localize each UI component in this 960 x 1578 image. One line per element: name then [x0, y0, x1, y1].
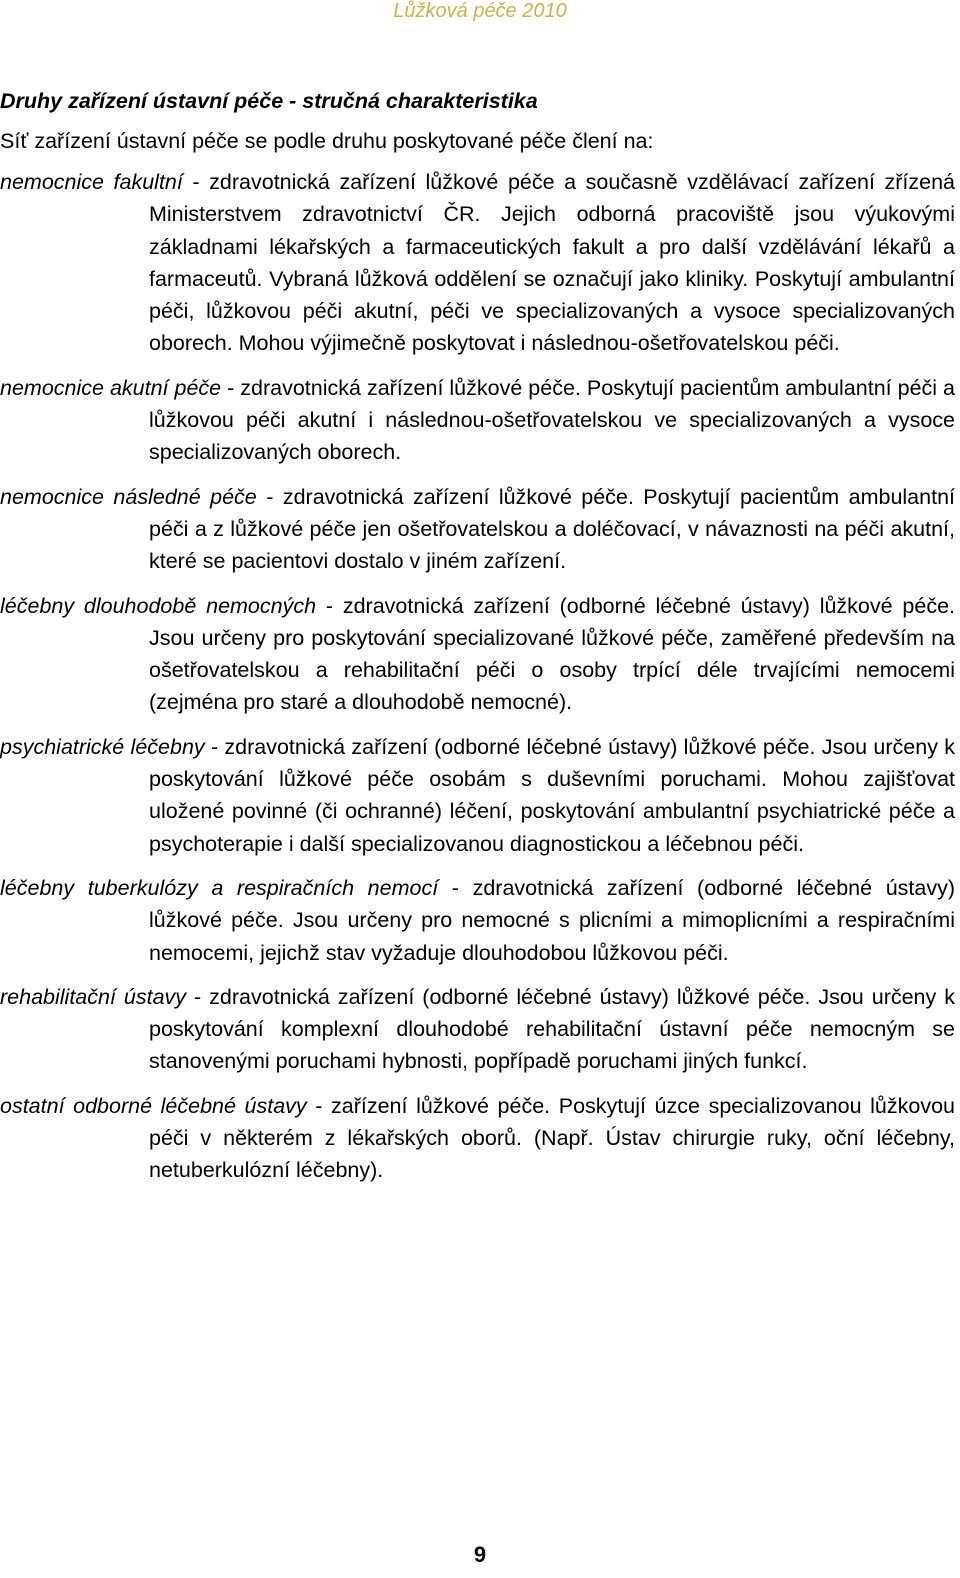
facility-entry-ostatni — [0, 1090, 955, 1187]
facility-term: nemocnice následné péče — [0, 484, 257, 509]
running-header: Lůžková péče 2010 — [393, 0, 567, 22]
page-number: 9 — [473, 1542, 487, 1567]
facility-term: léčebny tuberkulózy a respiračních nemocí — [0, 875, 439, 900]
facility-term: psychiatrické léčebny — [0, 734, 205, 759]
facility-description: - zdravotnická zařízení lůžkové péče a současně vzdělávací zařízení zřízená Ministerstvem zdravotnictví ČR. Jejich odborná pracoviště jsou výukovými základnami lékařských a farmaceutických fakult a pro další vzdělávání lékařů a farmaceutů. Vybraná lůžková oddělení se označují jako kliniky. Poskytují ambulantní péči, lůžkovou péči akutní, péči ve specializovaných a vysoce specializovaných oborech. Mohou výjimečně poskytovat i následnou-ošetřovatelskou péči. — [149, 170, 955, 356]
facility-entry-rehabilitacni — [0, 981, 955, 1078]
facility-entry-ldn — [0, 590, 955, 719]
facility-term: nemocnice akutní péče — [0, 375, 222, 400]
facility-entry-psychiatricke — [0, 731, 955, 860]
facility-term: nemocnice fakultní — [0, 170, 183, 194]
facility-entry-fakultni — [0, 166, 955, 360]
facility-description: - zdravotnická zařízení (odborné léčebné ústavy) lůžkové péče. Jsou určeny pro poskytování specializované lůžkové péče, zaměřené především na ošetřovatelskou a rehabilitační péči o osoby trpící déle trvajícími nemocemi (zejména pro staré a dlouhodobě nemocné). — [149, 593, 956, 715]
facility-term: léčebny dlouhodobě nemocných — [0, 593, 317, 618]
facility-term: ostatní odborné léčebné ústavy — [0, 1093, 307, 1118]
section-intro: Síť zařízení ústavní péče se podle druhu poskytované péče člení na: — [0, 129, 654, 153]
facility-description: - zdravotnická zařízení (odborné léčebné ústavy) lůžkové péče. Jsou určeny k poskytování komplexní dlouhodobé rehabilitační ústavní péče nemocným se stanovenými poruchami hybnosti, popřípadě poruchami jiných funkcí. — [149, 984, 955, 1074]
facility-entry-nasledne — [0, 481, 955, 578]
facility-entry-tbc — [0, 872, 955, 969]
facility-description: - zdravotnická zařízení (odborné léčebné ústavy) lůžkové péče. Jsou určeny pro nemocné s plicními a mimoplicními a respiračními nemocemi, jejichž stav vyžaduje dlouhodobou lůžkovou péči. — [149, 875, 955, 965]
facility-entry-akutni — [0, 372, 955, 469]
document-content — [0, 86, 955, 1199]
facility-description: - zdravotnická zařízení lůžkové péče. Poskytují pacientům ambulantní péči a lůžkovou péči akutní i následnou-ošetřovatelskou ve specializovaných a vysoce specializovaných oborech. — [149, 375, 955, 465]
section-title: Druhy zařízení ústavní péče - stručná charakteristika — [0, 89, 538, 113]
facility-description: - zdravotnická zařízení (odborné léčebné ústavy) lůžkové péče. Jsou určeny k poskytování lůžkové péče osobám s duševními poruchami. Mohou zajišťovat uložené povinné (či ochranné) léčení, poskytování ambulantní psychiatrické péče a psychoterapie i další specializovanou diagnostickou a léčebnou péči. — [149, 734, 955, 856]
facility-term: rehabilitační ústavy — [0, 984, 187, 1009]
facility-description: - zdravotnická zařízení lůžkové péče. Poskytují pacientům ambulantní péči a z lůžkové péče jen ošetřovatelskou a doléčovací, v návaznosti na péči akutní, které se pacientovi dostalo v jiném zařízení. — [149, 484, 955, 574]
facility-description: - zařízení lůžkové péče. Poskytují úzce specializovanou lůžkovou péči v některém z lékařských oborů. (Např. Ústav chirurgie ruky, oční léčebny, netuberkulózní léčebny). — [149, 1093, 955, 1183]
